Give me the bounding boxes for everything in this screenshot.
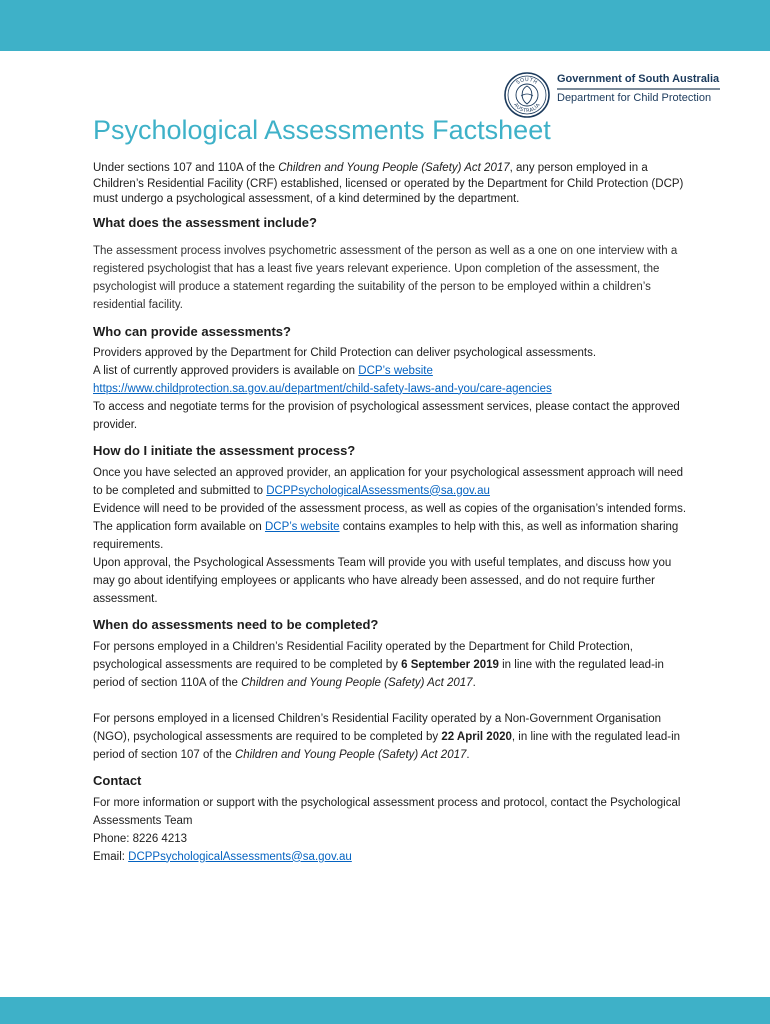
svg-text:SOUTH: SOUTH [515, 76, 539, 87]
page-title: Psychological Assessments Factsheet [93, 115, 551, 145]
providers-line-2: A list of currently approved providers is available on DCP’s website [93, 364, 433, 377]
act-name: Children and Young People (Safety) Act 2017 [278, 162, 510, 174]
contact-email-link[interactable]: DCPPsychologicalAssessments@sa.gov.au [128, 850, 352, 863]
section-heading-contact: Contact [93, 772, 142, 788]
section-heading-providers: Who can provide assessments? [93, 323, 291, 339]
section-heading-include: What does the assessment include? [93, 214, 317, 230]
section-heading-completed: When do assessments need to be completed? [93, 616, 379, 632]
top-banner [0, 0, 770, 51]
initiate-paragraph-3: Upon approval, the Psychological Assessments Team will provide you with useful templates, and discuss how you may go about identifying employees or applicants who have already been assessed, and do not require further assessment. [93, 556, 672, 605]
deadline-ngo: 22 April 2020 [441, 730, 512, 743]
contact-phone: Phone: 8226 4213 [93, 832, 188, 845]
department-name: Department for Child Protection [557, 91, 712, 104]
contact-paragraph: For more information or support with the psychological assessment process and protocol, contact the Psychological Assessments Team [93, 796, 681, 827]
completed-paragraph-1: For persons employed in a Children’s Residential Facility operated by the Department for Child Protection, psychological assessments are required to be completed by 6 September 2019 in line with the regulated lead-in period of section 110A of the Children and Young People (Safety) Act 2017. [93, 640, 664, 689]
care-agencies-url-link[interactable]: https://www.childprotection.sa.gov.au/department/child-safety-laws-and-you/care-agencies [93, 382, 552, 395]
initiate-paragraph-1: Once you have selected an approved provider, an application for your psychological assessment approach will need to be completed and submitted to DCPPsychologicalAssessments@sa.gov.au [93, 466, 684, 497]
initiate-paragraph-2: Evidence will need to be provided of the assessment process, as well as copies of the organisation’s intended forms. The application form available on DCP’s website contains examples to help with this, as well as information sharing requirements. [93, 502, 687, 551]
providers-line-3: To access and negotiate terms for the provision of psychological assessment services, please contact the approved provider. [93, 400, 680, 431]
dcp-website-link-2[interactable]: DCP’s website [264, 520, 340, 533]
assessments-email-link[interactable]: DCPPsychologicalAssessments@sa.gov.au [266, 484, 490, 497]
bottom-banner [0, 997, 770, 1024]
government-branding [557, 73, 720, 105]
intro-paragraph: Under sections 107 and 110A of the Children and Young People (Safety) Act 2017, any person employed in a Children’s Residential Facility (CRF) established, licensed or operated by the Department for Child Protection (DCP) must undergo a psychological assessment, of a kind determined by the department. [93, 162, 684, 205]
providers-line-1: Providers approved by the Department for Child Protection can deliver psychological assessments. [93, 346, 597, 359]
branding-divider [557, 88, 720, 90]
deadline-dcp: 6 September 2019 [401, 658, 499, 671]
contact-email-line: Email: DCPPsychologicalAssessments@sa.gov.au [93, 850, 352, 863]
dcp-website-link[interactable]: DCP’s website [358, 364, 433, 377]
document-body [93, 161, 688, 866]
completed-paragraph-2: For persons employed in a licensed Children’s Residential Facility operated by a Non-Government Organisation (NGO), psychological assessments are required to be completed by 22 April 2020, in line with the regulated lead-in period of section 107 of the Children and Young People (Safety) Act 2017. [93, 712, 681, 761]
providers-url-line [93, 380, 688, 398]
government-name: Government of South Australia [557, 73, 720, 85]
include-paragraph: The assessment process involves psychometric assessment of the person as well as a one on one interview with a registered psychologist that has a least five years relevant experience. Upon completion of the assessment, the psychologist will produce a statement regarding the suitability of the person to be employed within a children’s residential facility. [93, 244, 678, 311]
svg-text:AUSTRALIA: AUSTRALIA [512, 102, 542, 115]
section-heading-initiate: How do I initiate the assessment process? [93, 442, 356, 458]
